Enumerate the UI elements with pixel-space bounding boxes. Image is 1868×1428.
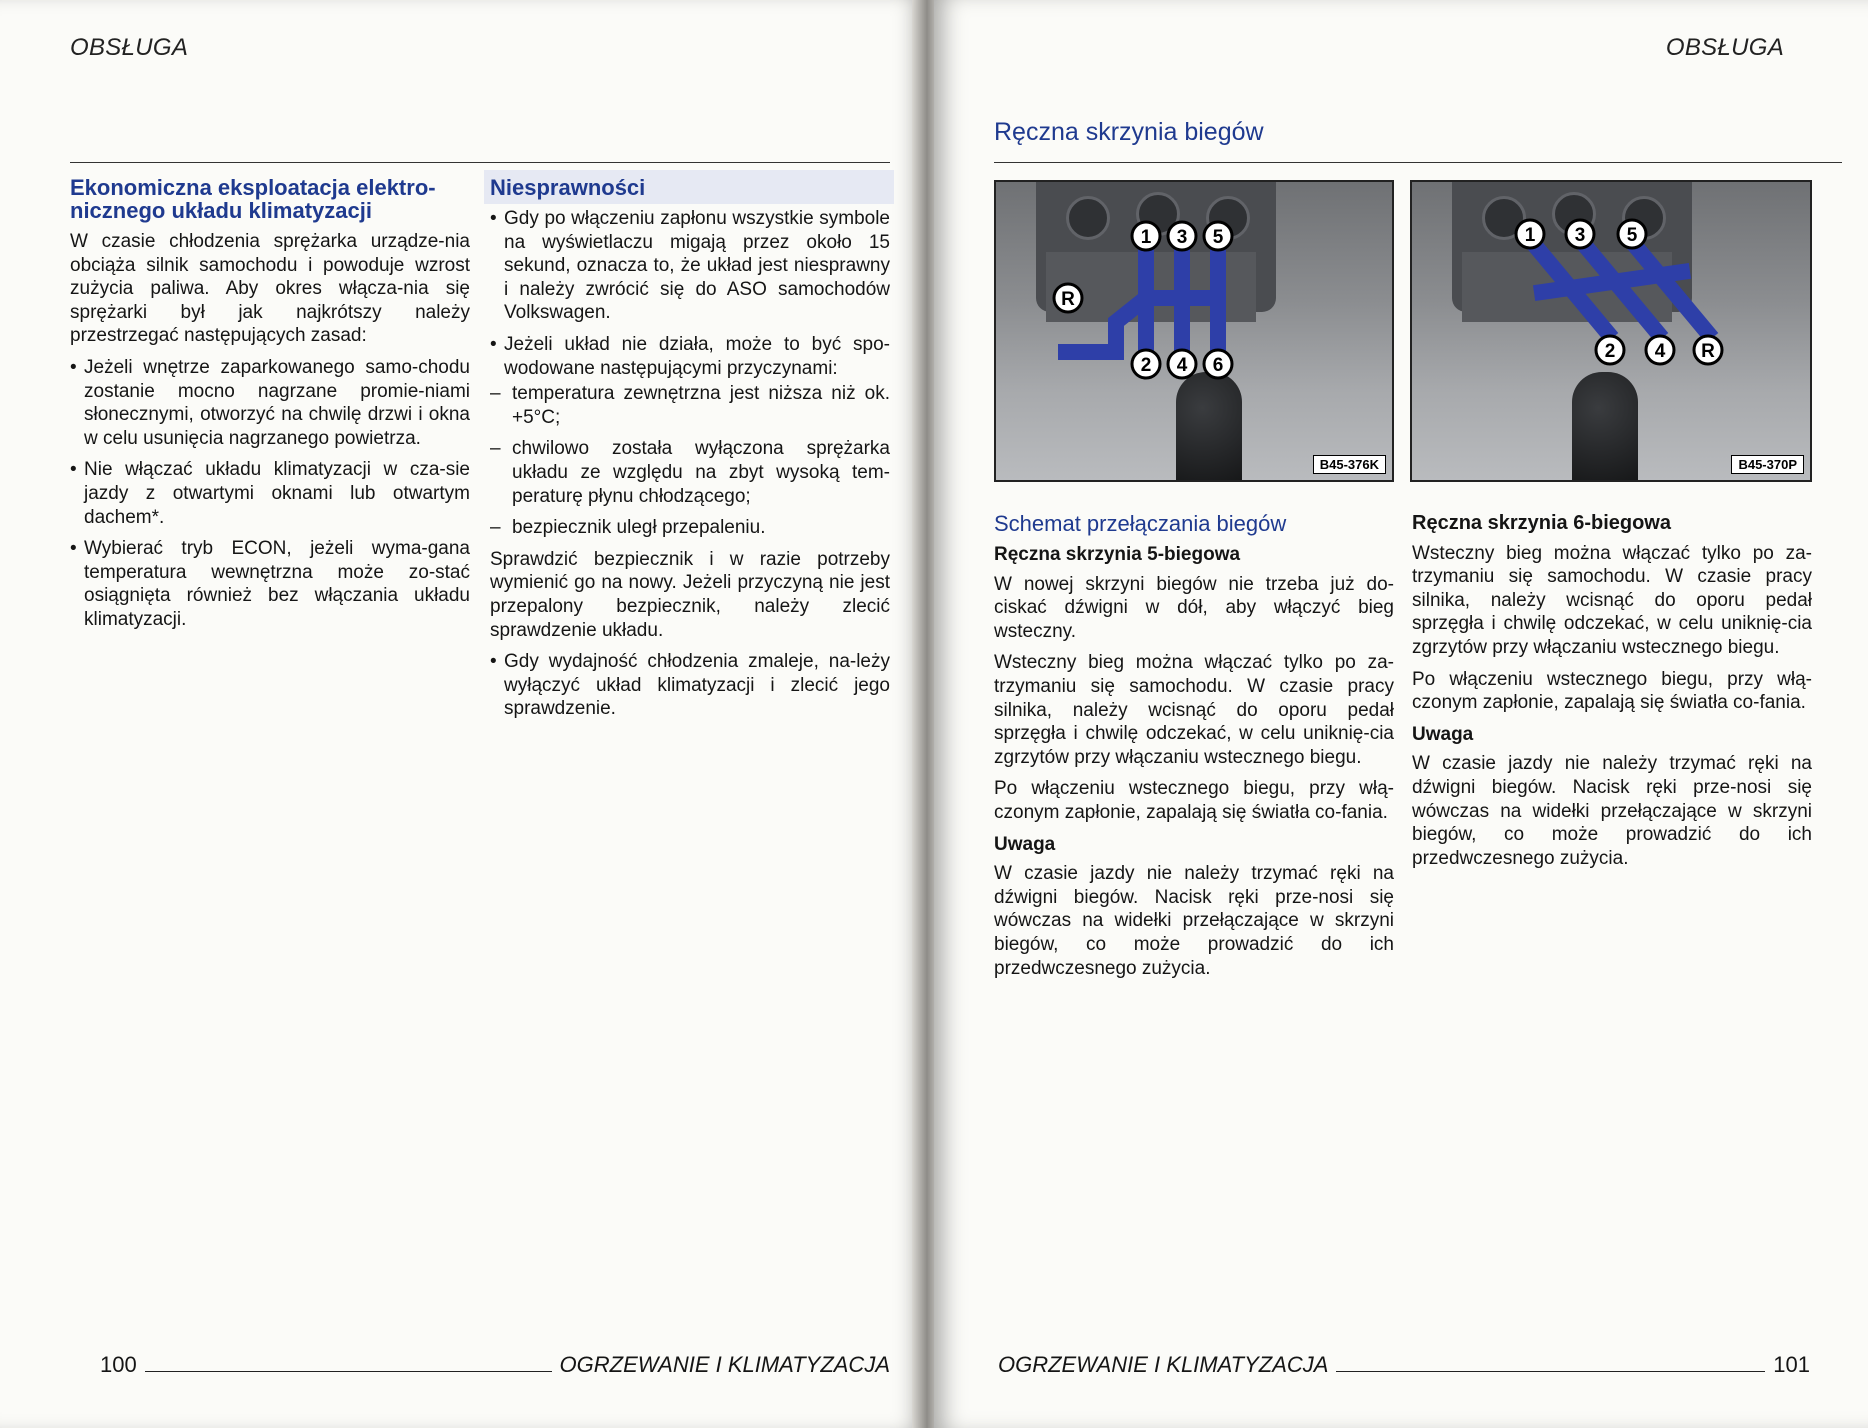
svg-text:3: 3 [1176,227,1188,248]
gear-label [1204,350,1232,378]
paragraph: Po włączeniu wstecznego biegu, przy włą-czonym zapłonie, zapalają się światła co-fania. [994,778,1394,823]
right-page [934,0,1868,1428]
bullet-item: • Gdy po włączeniu zapłonu wszystkie symbole na wyświetlaczu migają przez około 15 sekund, oznacza to, że układ jest niesprawny i należy zwrócić się do ASO samochodów Volkswagen. [490,208,890,324]
section-title: Ręczna skrzynia biegów [994,118,1264,146]
gear-label [1646,336,1674,364]
svg-text:2: 2 [1604,341,1616,362]
dash-item: – bezpiecznik uległ przepaleniu. [490,517,766,539]
gear-labels-svg [996,182,1394,482]
svg-text:1: 1 [1140,227,1152,248]
heading-shift-pattern: Schemat przełączania biegów [994,511,1287,536]
gear-labels-svg [1412,182,1812,482]
note-title: Uwaga [1412,723,1474,745]
svg-text:1: 1 [1524,225,1536,246]
running-head-right: OBSŁUGA [1665,34,1784,61]
svg-text:5: 5 [1626,225,1638,246]
note-text: W czasie jazdy nie należy trzymać ręki na dźwigni biegów. Nacisk ręki prze-nosi się wówczas na widełki przełączające w skrzyni biegów, co może prowadzić do ich przedwczesnego zużycia. [994,863,1394,979]
subheading-5-speed: Ręczna skrzynia 5-biegowa [994,544,1241,565]
running-head-left: OBSŁUGA [70,34,189,61]
gear-label [1204,222,1232,250]
gear-label [1168,222,1196,250]
footer-title-right: OGRZEWANIE I KLIMATYZACJA [998,1352,1329,1377]
svg-text:3: 3 [1574,225,1586,246]
dash-item: – temperatura zewnętrzna jest niższa niż ok. +5°C; [490,383,890,428]
left-column-2 [490,176,890,729]
heading-6-speed: Ręczna skrzynia 6-biegowa [1412,512,1671,534]
bullet-item: • Nie włączać układu klimatyzacji w cza-sie jazdy z otwartymi oknami lub otwartym dachem*. [70,459,470,528]
note-title: Uwaga [994,833,1056,855]
bullet-item: • Gdy wydajność chłodzenia zmaleje, na-leży wyłączyć układ klimatyzacji i zlecić jego sprawdzenie. [490,651,890,720]
heading-faults: Niesprawności [490,175,646,200]
image-code: B45-370P [1731,455,1804,474]
footer-rule [1336,1371,1765,1372]
svg-text:R: R [1061,289,1075,310]
gear-label [1132,222,1160,250]
gear-label [1168,350,1196,378]
gear-label [1132,350,1160,378]
left-page [0,0,920,1428]
top-rule-left [70,162,890,163]
svg-text:6: 6 [1212,355,1224,376]
left-column-1 [70,176,470,640]
page-number-left: 100 [100,1352,137,1377]
note-text: W czasie jazdy nie należy trzymać ręki na dźwigni biegów. Nacisk ręki prze-nosi się wówczas na widełki przełączające w skrzyni biegów, co może prowadzić do ich przedwczesnego zużycia. [1412,753,1812,869]
bullet-item: • Wybierać tryb ECON, jeżeli wyma-gana temperatura wewnętrzna może zo-stać osiągnięta również bez włączania układu klimatyzacji. [70,538,470,630]
bullet-item: • Jeżeli układ nie działa, może to być spo-wodowane następującymi przyczynami: [490,333,890,379]
svg-text:5: 5 [1212,227,1224,248]
footer-left [100,1352,890,1378]
paragraph: Po włączeniu wstecznego biegu, przy włą-czonym zapłonie, zapalają się światła co-fania. [1412,668,1812,714]
page-number-right: 101 [1773,1352,1810,1377]
footer-title-left: OGRZEWANIE I KLIMATYZACJA [559,1352,890,1377]
gear-label [1516,220,1544,248]
svg-text:2: 2 [1140,355,1152,376]
paragraph: W nowej skrzyni biegów nie trzeba już do-ciskać dźwigni w dół, aby włączyć bieg wsteczny. [994,573,1394,642]
top-rule-right [994,162,1842,163]
paragraph: Wsteczny bieg można włączać tylko po za-trzymaniu się samochodu. W czasie pracy silnika, należy wcisnąć do oporu pedał sprzęgła i chwilę odczekać, w celu uniknię-cia zgrzytów przy włączaniu wstecznego biegu. [1412,542,1812,658]
svg-text:4: 4 [1654,341,1666,362]
gear-label [1566,220,1594,248]
gear-label [1694,336,1722,364]
gear-label [1054,284,1082,312]
paragraph-fuse: Sprawdzić bezpiecznik i w razie potrzeby wymienić go na nowy. Jeżeli przyczyną nie jest przepalony bezpiecznik, należy zlecić sprawdzenie układu. [490,548,890,641]
image-code: B45-376K [1313,455,1386,474]
footer-right [998,1352,1810,1378]
heading-econ: Ekonomiczna eksploatacja elektro-nicznego układu klimatyzacji [70,175,436,223]
paragraph: Wsteczny bieg można włączać tylko po za-trzymaniu się samochodu. W czasie pracy silnika, należy wcisnąć do oporu pedał sprzęgła i chwilę odczekać, w celu uniknię-cia zgrzytów przy włączaniu wstecznego biegu. [994,652,1394,768]
footer-rule [145,1371,552,1372]
right-column-1 [994,512,1394,988]
paragraph-intro: W czasie chłodzenia sprężarka urządze-nia obciąża silnik samochodu i powoduje wzrost zużycia paliwa. Aby okres włącza-nia się sprężarki był jak najkrótszy należy przestrzegać następujących zasad: [70,231,470,347]
svg-text:R: R [1701,341,1715,362]
dash-item: – chwilowo została wyłączona sprężarka układu ze względu na zbyt wysoką tem-peraturę płynu chłodzącego; [490,438,890,507]
gear-label [1596,336,1624,364]
svg-text:4: 4 [1176,355,1188,376]
bullet-item: • Jeżeli wnętrze zaparkowanego samo-chodu zostanie mocno nagrzane promie-niami słonecznymi, otworzyć na chwilę drzwi i okna w celu usunięcia nagrzanego powietrza. [70,356,470,449]
gear-diagram-6-speed [1410,180,1812,482]
right-column-2 [1412,512,1812,878]
gear-diagram-5-speed [994,180,1394,482]
gear-label [1618,220,1646,248]
